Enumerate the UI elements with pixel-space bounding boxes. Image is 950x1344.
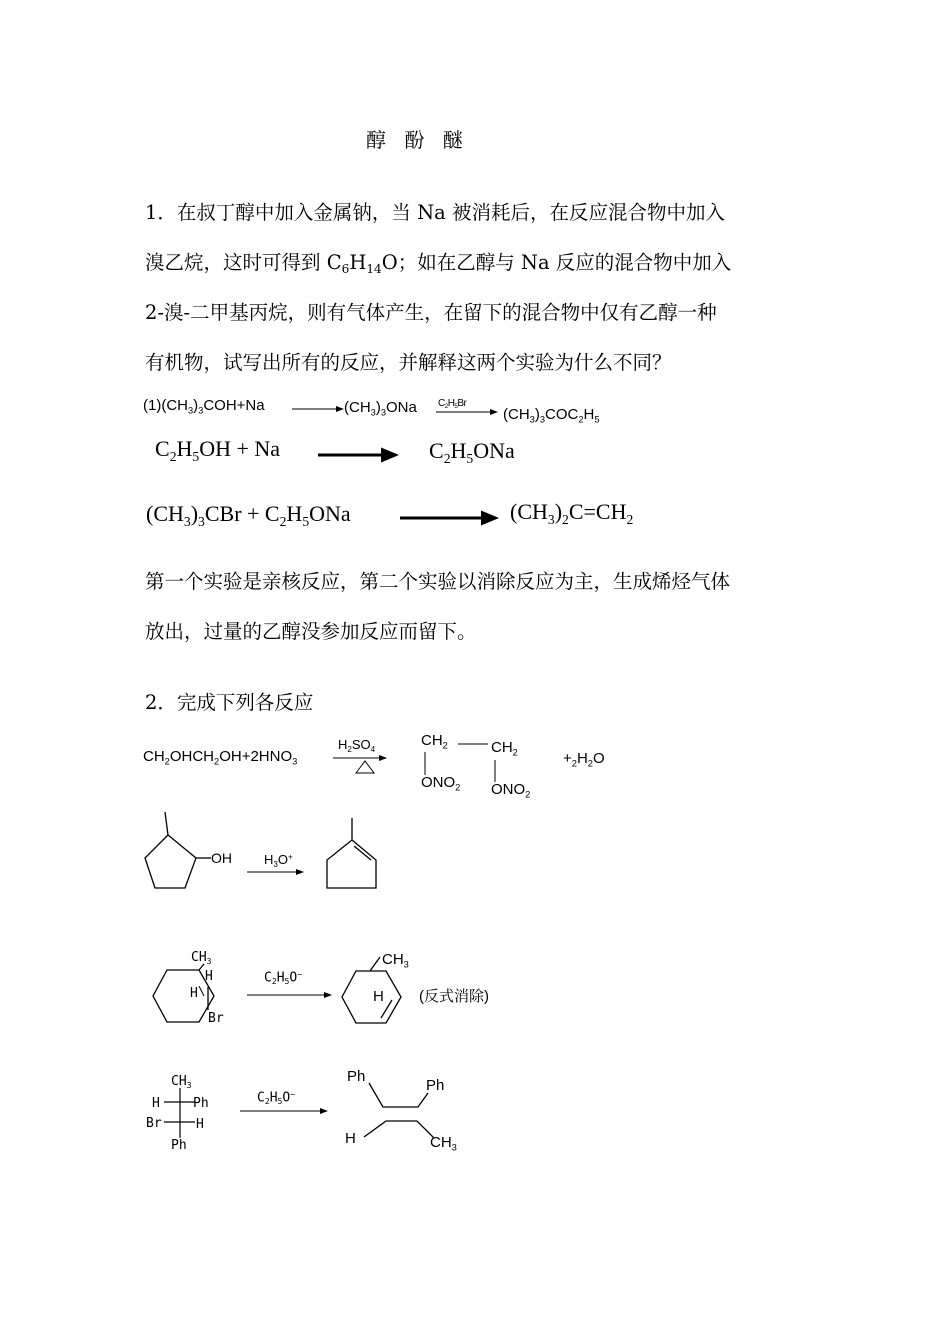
reaction-d-br: Br [146, 1116, 162, 1131]
reaction-2-reactants: $C_2H_5OH + Na$ [155, 436, 281, 464]
q2-heading: 2．完成下列各反应 [145, 691, 314, 714]
reaction-c-product-ch3: $CH_3$ [382, 951, 409, 970]
reaction-d-product-upper [369, 1083, 428, 1107]
reaction-a-ch2-left: $CH_2$ [421, 732, 448, 751]
reaction-a-reagent: $H_2SO_4$ [338, 737, 376, 754]
q1-line-2-tail: ；如在乙醇与 Na 反应的混合物中加入 [397, 251, 732, 274]
reaction-1-product-1: $(CH_3)_3ONa$ [344, 399, 417, 418]
reaction-d-reagent: $C_2H_5O^-$ [257, 1090, 296, 1107]
reaction-d-product-ph-2: Ph [426, 1077, 445, 1094]
reaction-d-h-left: H [152, 1096, 160, 1111]
answer-line-2: 放出，过量的乙醇没参加反应而留下。 [145, 620, 477, 643]
answer-line-1: 第一个实验是亲核反应，第二个实验以消除反应为主，生成烯烃气体 [145, 570, 731, 593]
reaction-c-product-ch3-bond [370, 957, 380, 971]
reaction-d-product-h: H [345, 1130, 356, 1147]
reaction-a-ono2-left: $ONO_2$ [421, 774, 461, 793]
reaction-1-reactants: $(1)(CH_3)_3COH+Na$ [143, 397, 265, 416]
reaction-d-product-ch3: $CH_3$ [430, 1134, 457, 1153]
reaction-b-methyl-bond [165, 812, 168, 835]
reaction-1-product-2: $(CH_3)_3COC_2H_5$ [503, 406, 600, 425]
reaction-d-h-right: H [196, 1117, 204, 1132]
q1-line-4: 有机物，试写出所有的反应，并解释这两个实验为什么不同？ [145, 351, 672, 374]
reaction-c-bond-h [199, 986, 204, 996]
q1-line-3: 2-溴-二甲基丙烷，则有气体产生，在留下的混合物中仅有乙醇一种 [145, 301, 717, 324]
reaction-b-oh: OH [211, 850, 232, 866]
reaction-1-reagent: $C_2H_5Br$ [438, 398, 467, 411]
reaction-c-note: (反式消除) [419, 988, 489, 1005]
reaction-a-reactants: $CH_2OHCH_2OH+2HNO_3$ [143, 748, 298, 767]
reaction-c-product-ring [342, 971, 401, 1023]
reaction-c-h-top: H [205, 969, 213, 984]
reaction-d-product-ph-1: Ph [347, 1068, 366, 1085]
reaction-a-water: $+_2H_2O$ [563, 750, 605, 769]
q1-line-1: 1．在叔丁醇中加入金属钠，当 Na 被消耗后，在反应混合物中加入 [145, 201, 725, 224]
reaction-c-ch3: $CH_3$ [191, 950, 212, 966]
reaction-c-bond-ch3 [199, 964, 204, 970]
reaction-d-product-lower [364, 1121, 434, 1138]
heat-triangle-icon [356, 761, 374, 773]
formula-h: H [349, 251, 367, 274]
reaction-c-product-h: H [373, 988, 384, 1005]
reaction-b-product-ring [327, 840, 376, 888]
q1-line-2-head: 溴乙烷，这时可得到 C [145, 251, 342, 274]
reaction-d-ph-bottom: Ph [171, 1138, 187, 1153]
reaction-a-ch2-right: $CH_2$ [491, 739, 518, 758]
reaction-b-ring [145, 835, 196, 888]
reaction-c-reagent: $C_2H_5O^-$ [264, 970, 303, 987]
page-title: 醇 酚 醚 [366, 128, 469, 152]
reaction-c-h-left: H [190, 986, 198, 1001]
reaction-3-reactants: $(CH_3)_3CBr + C_2H_5ONa$ [146, 501, 351, 529]
reaction-c-br: Br [208, 1011, 224, 1026]
formula-sub: 14 [366, 262, 382, 277]
reaction-b-reagent: $H_3O^+$ [264, 852, 293, 869]
reaction-d-ch3: $CH_3$ [171, 1074, 192, 1090]
reaction-c-ring [153, 970, 214, 1022]
formula-sub: 6 [341, 262, 350, 277]
reaction-3-product: $(CH_3)_2C=CH_2$ [510, 499, 634, 527]
formula-o: O [381, 251, 398, 274]
reaction-a-ono2-right: $ONO_2$ [491, 781, 531, 800]
reaction-2-product: $C_2H_5ONa$ [429, 438, 515, 466]
reaction-d-ph-right: Ph [193, 1096, 209, 1111]
